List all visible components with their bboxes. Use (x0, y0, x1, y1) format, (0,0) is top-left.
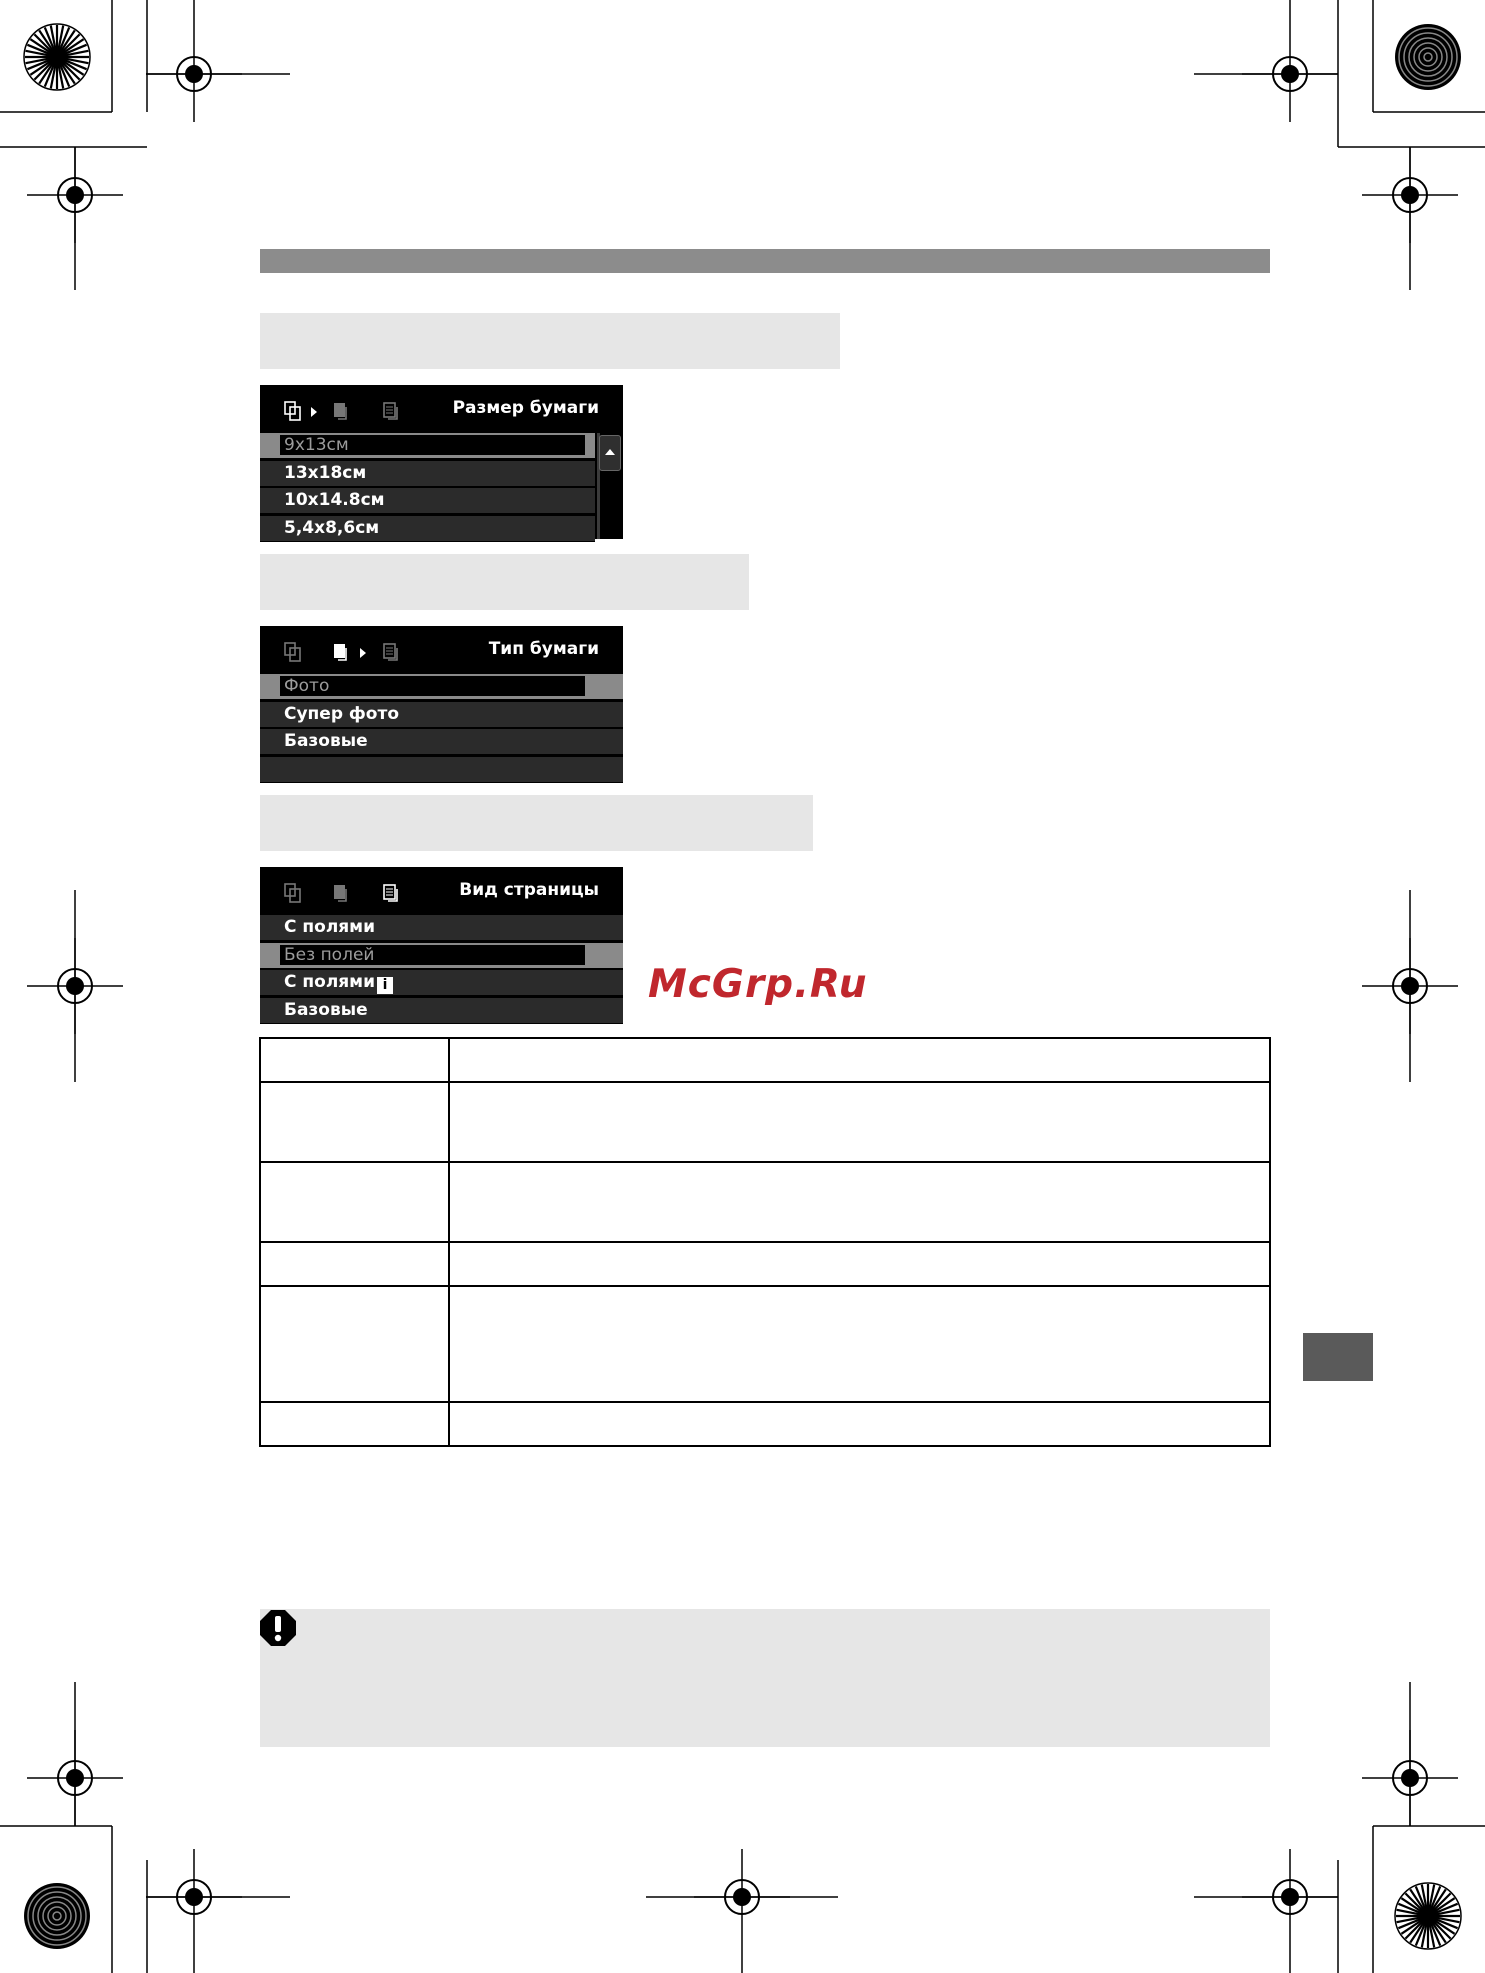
paper-type-icon (332, 642, 350, 662)
lcd-page-layout (260, 867, 623, 1021)
lcd-header (260, 867, 623, 915)
paper-type-icon (332, 883, 350, 903)
page-layout-icon (382, 401, 400, 421)
list-item[interactable]: Базовые (260, 729, 623, 755)
list-item[interactable]: Супер фото (260, 702, 623, 728)
list-item[interactable]: 13x18см (260, 461, 595, 487)
table-row (260, 1038, 1270, 1082)
step-band-2 (260, 554, 749, 610)
paper-size-icon (284, 642, 302, 662)
layout-table (259, 1037, 1271, 1447)
lcd-header (260, 385, 623, 433)
section-title-bar (260, 249, 1270, 273)
step-band-1 (260, 313, 840, 369)
step-arrow-icon (311, 407, 317, 417)
page-layout-list (260, 915, 623, 1025)
lcd-header (260, 626, 623, 674)
paper-size-icon (284, 401, 302, 421)
paper-type-icon (332, 401, 350, 421)
list-item[interactable]: С полями (260, 915, 623, 941)
caution-panel (260, 1609, 1270, 1747)
lcd-title: Тип бумаги (488, 639, 599, 659)
table-row (260, 1242, 1270, 1286)
lcd-paper-size (260, 385, 623, 539)
chapter-tab (1303, 1333, 1373, 1381)
list-item[interactable]: Фото (260, 674, 623, 700)
info-badge-icon: i (377, 977, 393, 994)
paper-size-icon (284, 883, 302, 903)
lcd-title: Вид страницы (459, 880, 599, 900)
scroll-up-icon[interactable] (599, 435, 621, 471)
lcd-paper-type (260, 626, 623, 780)
list-item (260, 757, 623, 783)
table-row (260, 1402, 1270, 1446)
scrollbar[interactable] (595, 433, 623, 539)
list-item[interactable]: Базовые (260, 998, 623, 1024)
step-band-3 (260, 795, 813, 851)
table-row (260, 1286, 1270, 1402)
list-item[interactable] (260, 970, 623, 996)
list-item-label: С полями (284, 972, 375, 992)
step-arrow-icon (360, 648, 366, 658)
watermark: McGrp.Ru (648, 962, 868, 1007)
caution-icon (260, 1610, 296, 1646)
table-row (260, 1162, 1270, 1242)
list-item[interactable]: 9x13см (260, 433, 595, 459)
table-row (260, 1082, 1270, 1162)
list-item[interactable]: 5,4x8,6см (260, 516, 595, 542)
paper-type-list (260, 674, 623, 784)
page-layout-icon (382, 642, 400, 662)
list-item[interactable]: 10x14.8см (260, 488, 595, 514)
list-item[interactable]: Без полей (260, 943, 623, 969)
page-layout-icon (382, 883, 400, 903)
paper-size-list (260, 433, 595, 543)
lcd-title: Размер бумаги (452, 398, 599, 418)
